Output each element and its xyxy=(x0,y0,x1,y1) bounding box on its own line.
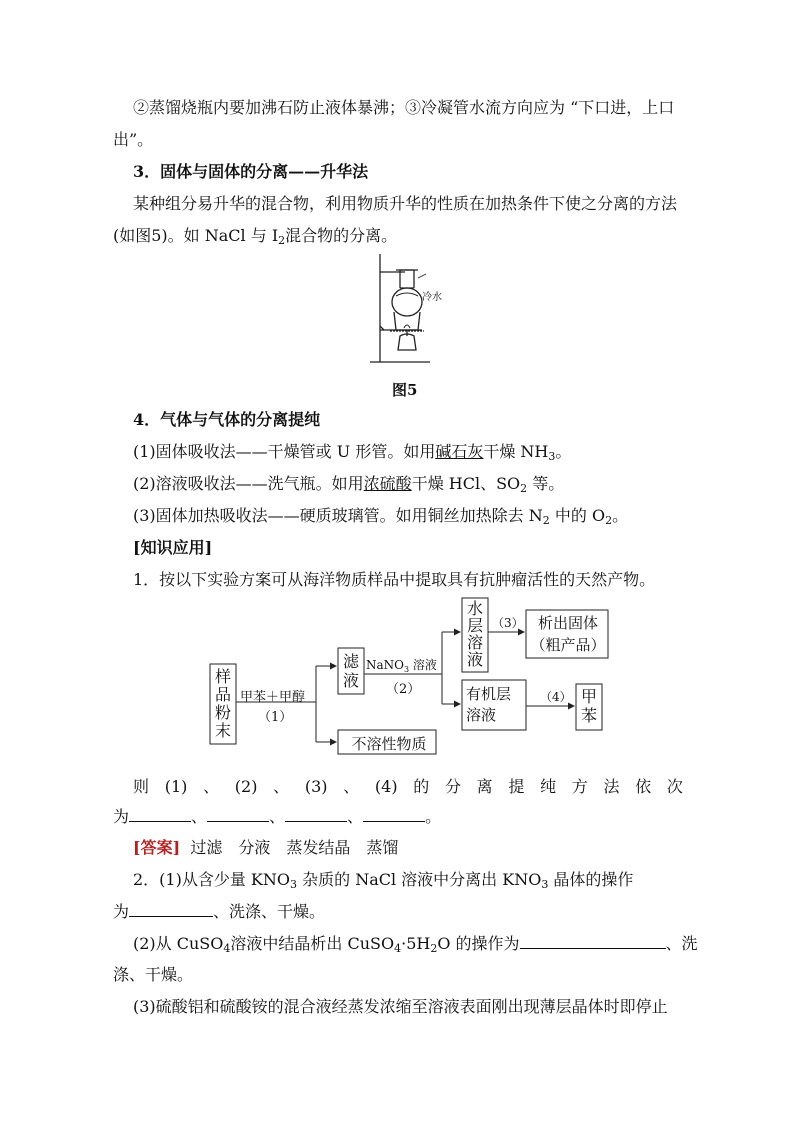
section-heading-gas-separation: 4．气体与气体的分离提纯 xyxy=(133,410,321,429)
step2-reagent-label: NaNO$_3$ 溶液 xyxy=(366,658,437,674)
question-2-part-3: (3)硫酸铝和硫酸铵的混合液经蒸发浓缩至溶液表面刚出现薄层晶体时即停止 xyxy=(133,997,668,1016)
question-1-answer: [答案] 过滤 分液 蒸发结晶 蒸馏 xyxy=(133,838,399,857)
filtrate-box: 滤 液 xyxy=(342,652,359,690)
text-line-solid-absorption: (1)固体吸收法——干燥管或 U 形管。如用碱石灰干燥 $NH_3$。 xyxy=(133,442,572,463)
question-1-text: 1．按以下实验方案可从海洋物质样品中提取具有抗肿瘤活性的天然产物。 xyxy=(133,570,656,589)
question-2-part-2: (2)从 CuSO$_4$溶液中结晶析出 $CuSO_4\cdot 5H_2O$ 的操作为 、洗 xyxy=(133,934,698,955)
answer-blank-4[interactable] xyxy=(363,806,425,822)
knowledge-application-heading: [知识应用] xyxy=(133,538,213,557)
question-1-blanks: 为 、 、 、 。 xyxy=(113,807,442,826)
text-line-sublimation-example: (如图5)。如 NaCl 与 $I_2$混合物的分离。 xyxy=(113,226,398,247)
text-line-sublimation-desc: 某种组分易升华的混合物，利用物质升华的性质在加热条件下使之分离的方法 xyxy=(133,194,678,213)
insoluble-matter-box: 不溶性物质 xyxy=(351,735,427,753)
text-line-distill-notes: ②蒸馏烧瓶内要加沸石防止液体暴沸；③冷凝管水流方向应为 “下口进，上口 xyxy=(133,98,675,117)
figure-caption: 图5 xyxy=(392,381,418,399)
aqueous-layer-box: 水 层 溶 液 xyxy=(466,599,483,669)
text-line-heated-solid-absorption: (3)固体加热吸收法——硬质玻璃管。如用铜丝加热除去 $N_2$ 中的 $O_2$。 xyxy=(133,506,629,527)
step1-reagent-label: 甲苯＋甲醇 xyxy=(240,690,306,705)
cold-water-label: 冷水 xyxy=(422,292,442,303)
step1-label: （1） xyxy=(258,710,293,725)
question-1-prompt: 则 (1) 、 (2) 、 (3) 、 (4) 的 分 离 提 纯 方 法 依 次 xyxy=(133,777,683,796)
sample-powder-box: 样 品 粉 末 xyxy=(214,667,231,740)
answer-blank-6[interactable] xyxy=(520,933,666,949)
extraction-flowchart xyxy=(200,592,620,762)
text-line-solution-absorption: (2)溶液吸收法——洗气瓶。如用浓硫酸干燥 HCl、$SO_2$ 等。 xyxy=(133,474,565,495)
sublimation-apparatus-drawing xyxy=(360,250,450,370)
answer-tag: [答案] xyxy=(133,838,181,857)
answer-blank-1[interactable] xyxy=(129,806,191,822)
organic-layer-box: 有机层 溶液 xyxy=(466,685,512,724)
question-2-part-1-blank: 为 、洗涤、干燥。 xyxy=(113,902,326,921)
answer-blank-3[interactable] xyxy=(285,806,347,822)
crude-product-box: 析出固体 （粗产品） xyxy=(530,614,606,654)
step3-label: （3） xyxy=(492,616,524,630)
question-2-part-2-continuation: 涤、干燥。 xyxy=(113,965,194,984)
text-line-continuation: 出”。 xyxy=(113,130,154,149)
answer-blank-5[interactable] xyxy=(129,901,213,917)
step4-label: （4） xyxy=(540,690,572,704)
answer-blank-2[interactable] xyxy=(207,806,269,822)
toluene-box: 甲 苯 xyxy=(580,687,597,725)
sublimation-apparatus-figure xyxy=(360,250,450,370)
section-heading-sublimation: 3．固体与固体的分离——升华法 xyxy=(133,162,369,181)
question-2-part-1: 2．(1)从含少量 $KNO_3$ 杂质的 NaCl 溶液中分离出 $KNO_3$ 晶体的操作 xyxy=(133,870,634,891)
step2-label: （2） xyxy=(386,682,421,697)
